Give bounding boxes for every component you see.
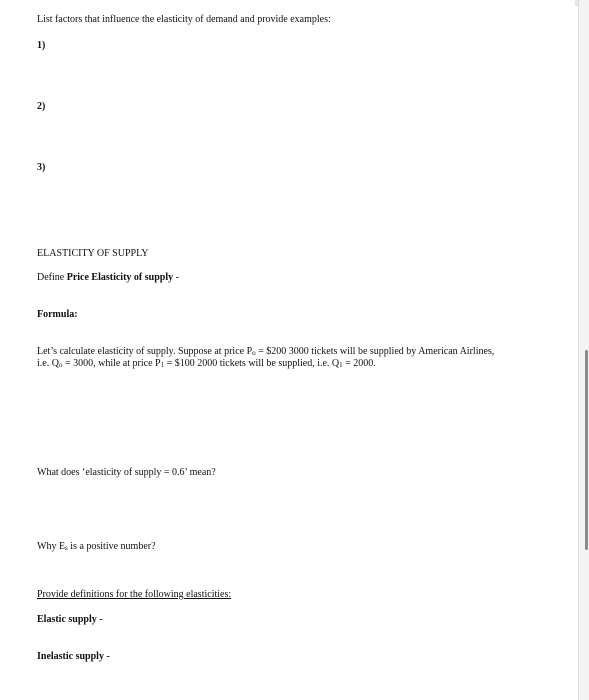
text-segment: = 2000.: [342, 357, 376, 369]
definitions-heading: Provide definitions for the following elasticities:: [37, 589, 232, 600]
section-title: ELASTICITY OF SUPPLY: [37, 248, 149, 259]
list-item-3: 3): [37, 162, 46, 173]
inelastic-supply-label: Inelastic supply -: [37, 651, 110, 662]
subscript: 1: [160, 360, 165, 369]
question-elasticity-meaning: What does ‘elasticity of supply = 0.6’ mean?: [37, 467, 216, 478]
text-segment: = $200 3000 tickets will be supplied by American Airlines,: [255, 346, 495, 357]
text-segment: Let’s calculate elasticity of supply. Suppose at price P: [37, 346, 253, 357]
subscript: o: [58, 360, 63, 369]
subscript: s: [65, 544, 68, 552]
text-segment: = $100 2000 tickets will be supplied, i.e. Q: [164, 357, 340, 369]
paragraph-line-1: [37, 346, 557, 358]
scrollbar-thumb[interactable]: [585, 350, 588, 550]
list-item-2: 2): [37, 101, 46, 112]
formula-label: Formula:: [37, 309, 78, 320]
define-prefix: Define: [37, 272, 67, 283]
intro-question: List factors that influence the elasticity of demand and provide examples:: [37, 14, 331, 25]
calculation-paragraph: [37, 346, 557, 369]
text-segment: i.e. Q: [37, 357, 59, 369]
list-item-1: 1): [37, 40, 46, 51]
paragraph-line-2: [37, 358, 557, 370]
subscript: o: [252, 349, 256, 357]
subscript: 1: [339, 360, 343, 369]
text-segment: Why E: [37, 541, 66, 552]
define-suffix: -: [173, 272, 179, 283]
elastic-supply-label: Elastic supply -: [37, 614, 103, 625]
define-term: Price Elasticity of supply: [66, 272, 174, 283]
define-price-elasticity: [37, 272, 179, 284]
text-segment: is a positive number?: [67, 541, 156, 552]
text-segment: = 3000, while at price P: [62, 357, 161, 369]
question-positive-number: [37, 541, 156, 553]
